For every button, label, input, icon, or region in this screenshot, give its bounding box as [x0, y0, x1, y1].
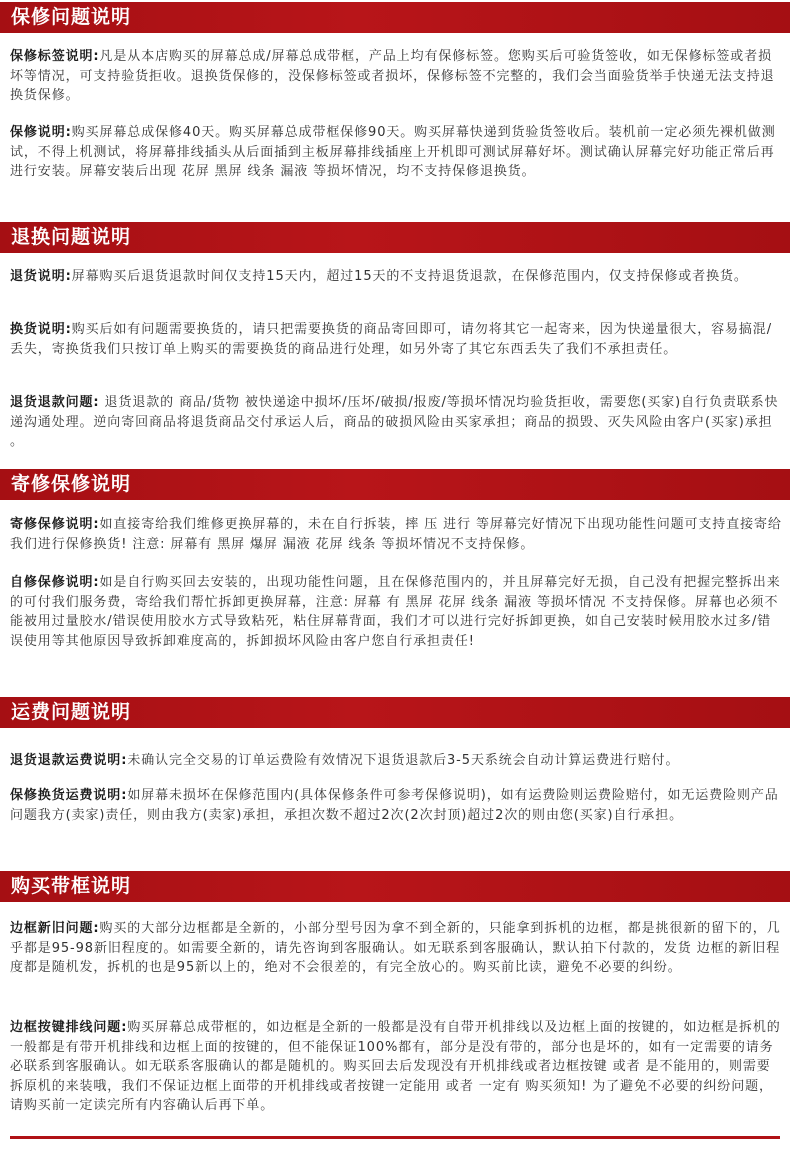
- section-title: 运费问题说明: [11, 701, 132, 723]
- section-header-frame: [0, 871, 790, 902]
- paragraph-label: 边框按键排线问题:: [10, 1020, 128, 1035]
- paragraph-label: 换货说明:: [10, 322, 72, 337]
- section-header-warranty: [0, 2, 790, 33]
- paragraph-text: 屏幕购买后退货退款时间仅支持15天内，超过15天的不支持退货退款，在保修范围内，仅支持保修或者换货。: [71, 269, 748, 284]
- paragraph-text: 如直接寄给我们维修更换屏幕的，未在自行拆装，摔 压 进行 等屏幕完好情况下出现功能性问题可支持直接寄给我们进行保修换货! 注意: 屏幕有 黑屏 爆屏 漏液 花屏 线条 等损坏情况不支持保修。: [10, 517, 782, 552]
- paragraph-text: 购买屏幕总成带框的，如边框是全新的一般都是没有自带开机排线以及边框上面的按键的，如边框是拆机的一般都是有带开机排线和边框上面的按键的，但不能保证100%都有，部分是没有带的，部分也是坏的，如有一定需要的请务必联系到客服确认。如无联系客服确认的都是随机的。购买回去后发现没有开机排线或者边框按键 或者 是不能用的，则需要拆原机的来装哦，我们不保证边框上面带的开机排线或者按键一定能用 或者 一定有 购买须知! 为了避免不必要的纠纷问题，请购买前一定读完所有内容确认后再下单。: [10, 1020, 781, 1114]
- paragraph-frame-buttons: [10, 1018, 782, 1116]
- paragraph-label: 退货退款问题:: [10, 395, 100, 410]
- paragraph-exchange: [10, 320, 782, 359]
- section-title: 寄修保修说明: [11, 473, 132, 495]
- section-header-returns: [0, 222, 790, 253]
- paragraph-warranty-shipping: [10, 786, 782, 825]
- paragraph-text: 购买屏幕总成保修40天。购买屏幕总成带框保修90天。购买屏幕快递到货验货签收后。装机前一定必须先裸机做测试，不得上机测试，将屏幕排线插头从后面插到主板屏幕排线插座上开机即可测试屏幕好坏。测试确认屏幕完好功能正常后再进行安装。屏幕安装后出现 花屏 黑屏 线条 漏液 等损坏情况，均不支持保修退换货。: [10, 125, 776, 180]
- paragraph-label: 保修换货运费说明:: [10, 788, 128, 803]
- paragraph-frame-condition: [10, 919, 782, 978]
- paragraph-text: 如屏幕未损坏在保修范围内(具体保修条件可参考保修说明)，如有运费险则运费险赔付，如无运费险则产品问题我方(卖家)责任，则由我方(卖家)承担，承担次数不超过2次(2次封顶)超过2次的则由您(买家)自行承担。: [10, 788, 779, 823]
- bottom-divider: [10, 1136, 780, 1139]
- paragraph-label: 保修标签说明:: [10, 49, 100, 64]
- paragraph-warranty-policy: [10, 123, 782, 182]
- section-header-shipping: [0, 697, 790, 728]
- paragraph-text: 购买后如有问题需要换货的，请只把需要换货的商品寄回即可，请勿将其它一起寄来，因为快递量很大，容易搞混/丢失，寄换货我们只按订单上购买的需要换货的商品进行处理，如另外寄了其它东西丢失了我们不承担责任。: [10, 322, 772, 357]
- section-title: 购买带框说明: [11, 875, 132, 897]
- paragraph-refund-shipping: [10, 751, 782, 771]
- paragraph-text: 如是自行购买回去安装的，出现功能性问题，且在保修范围内的，并且屏幕完好无损，自己没有把握完整拆出来的可付我们服务费，寄给我们帮忙拆卸更换屏幕，注意: 屏幕 有 黑屏 花屏 线条 漏液 等损坏情况 不支持保修。屏幕也必须不能被用过量胶水/错误使用胶水方式导致粘死，粘住屏幕背面，我们才可以进行完好拆卸更换，如自己安装时候用胶水过多/错误使用等其他原因导致拆卸难度高的，拆卸损坏风险由客户您自行承担责任!: [10, 575, 781, 649]
- paragraph-label: 退货退款运费说明:: [10, 753, 128, 768]
- paragraph-label: 寄修保修说明:: [10, 517, 100, 532]
- section-title: 保修问题说明: [11, 6, 132, 28]
- paragraph-text: 凡是从本店购买的屏幕总成/屏幕总成带框，产品上均有保修标签。您购买后可验货签收，如无保修标签或者损坏等情况，可支持验货拒收。退换货保修的，没保修标签或者损坏，保修标签不完整的，我们会当面验货举手快递无法支持退换货保修。: [10, 49, 775, 104]
- paragraph-mail-repair: [10, 515, 782, 554]
- section-header-mail-repair: [0, 469, 790, 500]
- paragraph-refund: [10, 393, 782, 452]
- paragraph-label: 自修保修说明:: [10, 575, 100, 590]
- paragraph-label: 退货说明:: [10, 269, 72, 284]
- section-title: 退换问题说明: [11, 226, 132, 248]
- paragraph-return: [10, 267, 782, 287]
- paragraph-label: 保修说明:: [10, 125, 72, 140]
- paragraph-text: 退货退款的 商品/货物 被快递途中损坏/压坏/破损/报废/等损坏情况均验货拒收，需要您(买家)自行负责联系快递沟通处理。逆向寄回商品将退货商品交付承运人后，商品的破损风险由买家承担；商品的损毁、灭失风险由客户(买家)承担 。: [10, 395, 779, 450]
- paragraph-text: 购买的大部分边框都是全新的，小部分型号因为拿不到全新的，只能拿到拆机的边框，都是挑很新的留下的，几乎都是95-98新旧程度的。如需要全新的，请先咨询到客服确认。如无联系到客服确认，默认拍下付款的，发货 边框的新旧程度都是随机发，拆机的也是95新以上的，绝对不会很差的，有完全放心的。购买前比读，避免不必要的纠纷。: [10, 921, 781, 976]
- paragraph-self-repair: [10, 573, 782, 651]
- paragraph-text: 未确认完全交易的订单运费险有效情况下退货退款后3-5天系统会自动计算运费进行赔付。: [127, 753, 680, 768]
- paragraph-label: 边框新旧问题:: [10, 921, 100, 936]
- paragraph-warranty-label: [10, 47, 782, 106]
